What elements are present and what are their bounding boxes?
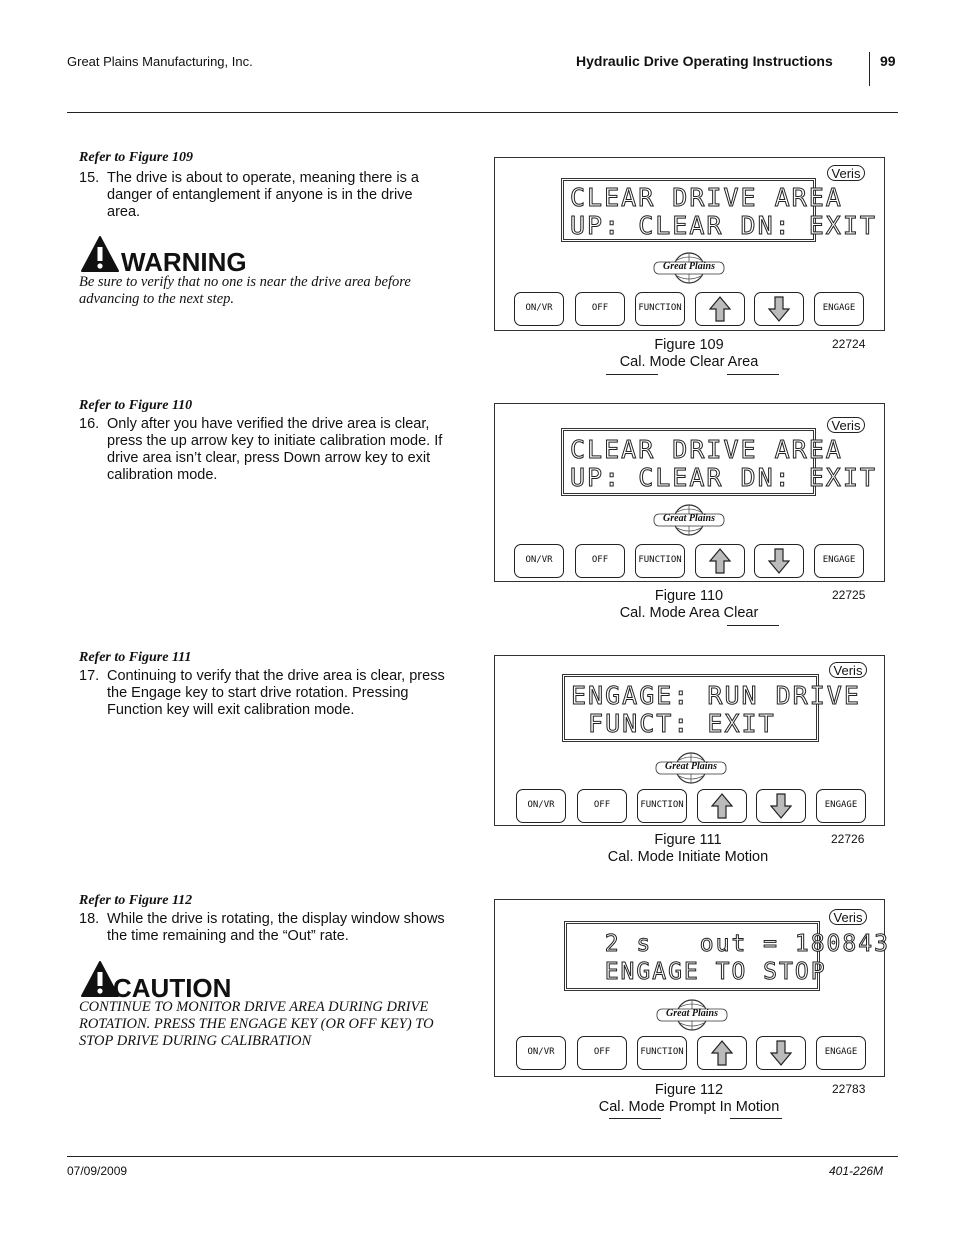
step-line: the time remaining and the “Out” rate. — [107, 928, 349, 944]
off-key[interactable]: OFF — [577, 1036, 627, 1070]
up-arrow-icon — [709, 295, 731, 323]
down-arrow-key[interactable] — [756, 1036, 806, 1070]
down-arrow-icon — [770, 792, 792, 820]
figure-110-caption — [574, 588, 804, 622]
veris-logo: Veris — [829, 909, 867, 925]
off-key[interactable]: OFF — [577, 789, 627, 823]
off-key[interactable]: OFF — [575, 292, 625, 326]
footer-date: 07/09/2009 — [67, 1164, 128, 1178]
warning-line: Be sure to verify that no one is near the drive area before — [79, 274, 411, 290]
step-line: the Engage key to start drive rotation. Pressing — [107, 685, 409, 701]
step-line: While the drive is rotating, the display window shows — [107, 911, 445, 927]
step-line: area. — [107, 204, 141, 220]
caption-underline — [606, 374, 658, 375]
step-line: Only after you have verified the drive area is clear, — [107, 416, 430, 432]
step-18 — [79, 911, 479, 947]
up-arrow-icon — [711, 1039, 733, 1067]
on-vr-key[interactable]: ON/VR — [514, 292, 564, 326]
caution-line: ROTATION. PRESS THE ENGAGE KEY (OR OFF KEY) TO — [79, 1016, 434, 1032]
figure-caption: Cal. Mode Prompt In Motion — [598, 1099, 780, 1115]
caution-text — [79, 999, 434, 1050]
step-number: 15. — [79, 170, 100, 186]
engage-key[interactable]: ENGAGE — [814, 292, 864, 326]
step-16 — [79, 416, 479, 486]
caption-underline — [727, 374, 779, 375]
figure-number: 22724 — [832, 337, 866, 351]
up-arrow-key[interactable] — [697, 789, 747, 823]
up-arrow-icon — [711, 792, 733, 820]
figure-109-caption — [574, 337, 804, 371]
engage-key[interactable]: ENGAGE — [816, 1036, 866, 1070]
step-line: The drive is about to operate, meaning there is a — [107, 170, 419, 186]
header-divider — [869, 52, 870, 86]
header-company: Great Plains Manufacturing, Inc. — [67, 54, 253, 69]
lcd-display — [561, 178, 877, 242]
step-15-ref: Refer to Figure 109 — [79, 150, 193, 165]
off-key[interactable]: OFF — [575, 544, 625, 578]
function-key[interactable]: FUNCTION — [635, 544, 685, 578]
warning-text — [79, 274, 411, 308]
lcd-display — [562, 674, 861, 742]
step-line: calibration mode. — [107, 467, 218, 483]
footer-rule — [67, 1156, 898, 1157]
step-line: danger of entanglement if anyone is in the drive — [107, 187, 413, 203]
caution-line: STOP DRIVE DURING CALIBRATION — [79, 1033, 312, 1049]
lcd-display — [561, 428, 877, 496]
veris-logo: Veris — [827, 417, 865, 433]
figure-109-panel — [494, 157, 885, 331]
step-18-ref: Refer to Figure 112 — [79, 893, 193, 908]
great-plains-wordmark: Great Plains — [665, 761, 717, 772]
great-plains-logo — [653, 750, 729, 786]
great-plains-wordmark: Great Plains — [663, 513, 715, 524]
figure-number: 22725 — [832, 588, 866, 602]
figure-112-panel — [494, 899, 890, 1077]
header-rule — [67, 112, 898, 113]
lcd-display — [564, 921, 890, 991]
step-number: 17. — [79, 668, 100, 684]
up-arrow-key[interactable] — [697, 1036, 747, 1070]
step-17-ref: Refer to Figure 111 — [79, 650, 192, 665]
step-15 — [79, 170, 479, 222]
caution-line: CONTINUE TO MONITOR DRIVE AREA DURING DRIVE — [79, 999, 429, 1015]
lcd-line-2: ENGAGE TO STOP — [573, 959, 827, 985]
figure-caption: Cal. Mode Initiate Motion — [607, 849, 769, 865]
caption-underline — [609, 1118, 661, 1119]
lcd-line-1: CLEAR DRIVE AREA — [570, 435, 843, 464]
lcd-line-2: FUNCT: EXIT — [571, 709, 776, 738]
caption-underline — [727, 625, 779, 626]
step-line: Continuing to verify that the drive area is clear, press — [107, 668, 445, 684]
figure-title: Figure 109 — [654, 337, 724, 353]
function-key[interactable]: FUNCTION — [637, 1036, 687, 1070]
warning-word: WARNING — [121, 247, 247, 277]
figure-caption: Cal. Mode Area Clear — [619, 605, 759, 621]
step-number: 18. — [79, 911, 100, 927]
figure-title: Figure 112 — [654, 1082, 724, 1098]
great-plains-logo — [651, 502, 727, 538]
up-arrow-key[interactable] — [695, 544, 745, 578]
on-vr-key[interactable]: ON/VR — [516, 789, 566, 823]
step-line: Function key will exit calibration mode. — [107, 702, 355, 718]
great-plains-logo — [654, 997, 730, 1033]
lcd-line-1: ENGAGE: RUN DRIVE — [571, 681, 861, 710]
step-number: 16. — [79, 416, 100, 432]
step-16-ref: Refer to Figure 110 — [79, 398, 193, 413]
down-arrow-key[interactable] — [756, 789, 806, 823]
caption-underline — [730, 1118, 782, 1119]
header-title: Hydraulic Drive Operating Instructions — [576, 53, 833, 69]
up-arrow-icon — [709, 547, 731, 575]
veris-logo: Veris — [827, 165, 865, 181]
function-key[interactable]: FUNCTION — [635, 292, 685, 326]
down-arrow-icon — [770, 1039, 792, 1067]
down-arrow-icon — [768, 295, 790, 323]
figure-number: 22726 — [831, 832, 865, 846]
footer-doc-number: 401-226M — [829, 1164, 884, 1178]
caution-word: CAUTION — [113, 973, 232, 1003]
figure-number: 22783 — [832, 1082, 866, 1096]
engage-key[interactable]: ENGAGE — [816, 789, 866, 823]
figure-title: Figure 110 — [654, 588, 724, 604]
figure-111-caption — [563, 832, 813, 866]
warning-icon — [80, 235, 120, 273]
lcd-line-1: 2 s out = 180843 — [573, 931, 890, 957]
function-key[interactable]: FUNCTION — [637, 789, 687, 823]
step-line: drive area isn’t clear, press Down arrow key to exit — [107, 450, 431, 466]
engage-key[interactable]: ENGAGE — [814, 544, 864, 578]
on-vr-key[interactable]: ON/VR — [514, 544, 564, 578]
down-arrow-key[interactable] — [754, 544, 804, 578]
great-plains-wordmark: Great Plains — [663, 261, 715, 272]
figure-112-caption — [559, 1082, 819, 1116]
down-arrow-icon — [768, 547, 790, 575]
page-number: 99 — [880, 53, 896, 69]
step-line: press the up arrow key to initiate calibration mode. If — [107, 433, 443, 449]
veris-logo: Veris — [829, 662, 867, 678]
warning-line: advancing to the next step. — [79, 291, 235, 307]
step-17 — [79, 668, 479, 720]
down-arrow-key[interactable] — [754, 292, 804, 326]
figure-110-panel — [494, 403, 885, 582]
lcd-line-2: UP: CLEAR DN: EXIT — [570, 463, 877, 492]
figure-caption: Cal. Mode Clear Area — [619, 354, 759, 370]
on-vr-key[interactable]: ON/VR — [516, 1036, 566, 1070]
lcd-line-1: CLEAR DRIVE AREA — [570, 183, 843, 212]
lcd-line-2: UP: CLEAR DN: EXIT — [570, 211, 877, 240]
figure-title: Figure 111 — [654, 832, 722, 848]
great-plains-wordmark: Great Plains — [666, 1008, 718, 1019]
great-plains-logo — [651, 250, 727, 286]
up-arrow-key[interactable] — [695, 292, 745, 326]
figure-111-panel — [494, 655, 885, 826]
